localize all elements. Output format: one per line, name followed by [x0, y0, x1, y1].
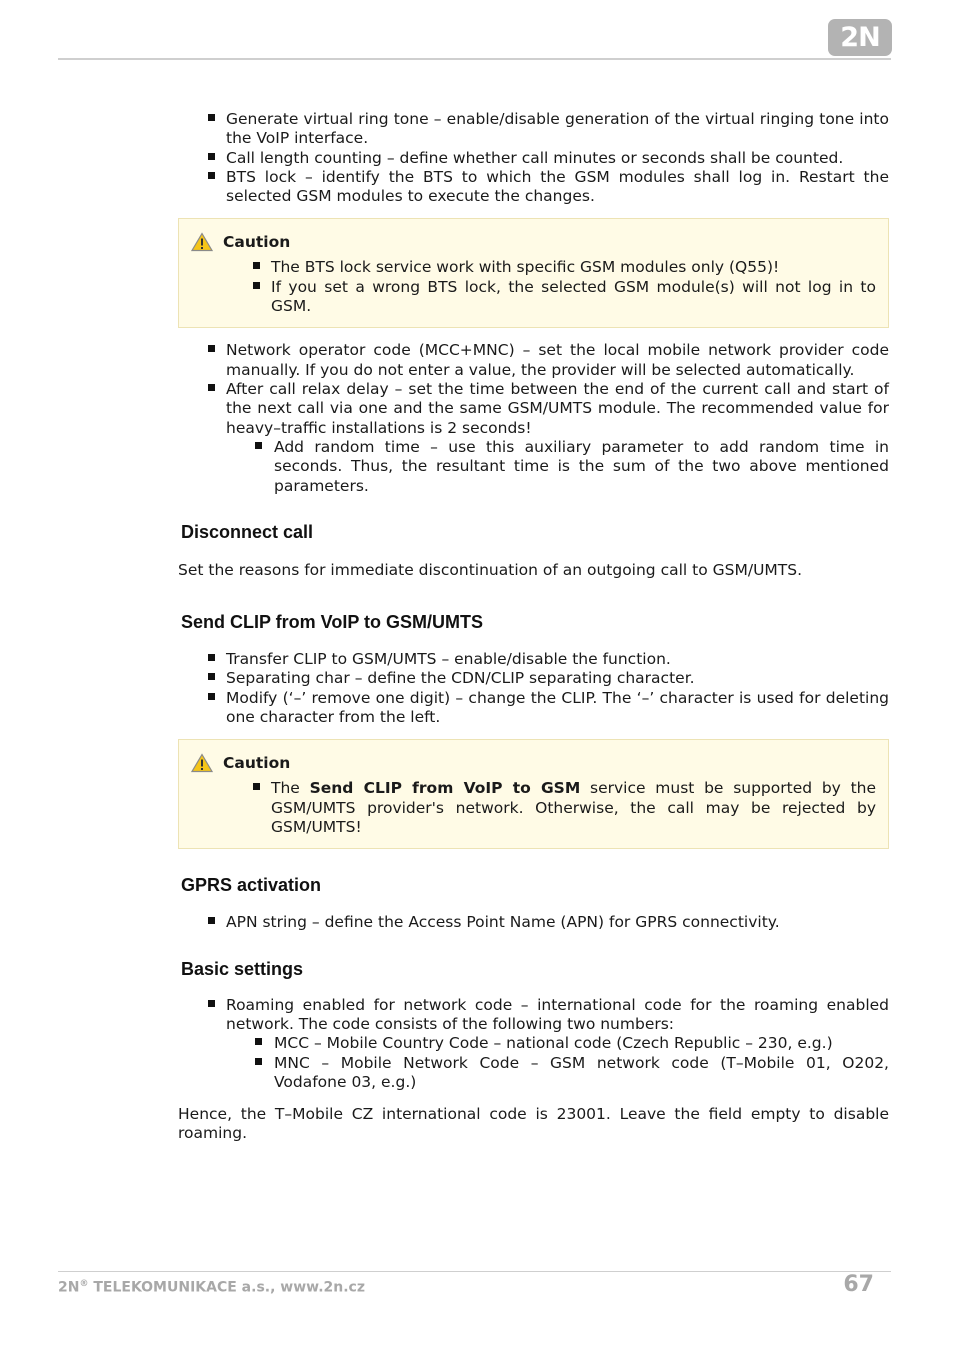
gprs-settings-list — [178, 913, 889, 932]
settings-list-mid-sub-wrap — [178, 438, 889, 496]
warning-icon — [191, 753, 213, 773]
footer-company — [58, 1279, 365, 1296]
brand-logo-text: 2N — [840, 22, 880, 53]
list-item: Network operator code (MCC+MNC) – set the local mobile network provider code manually. If you do not enter a value, the provider will be selected automatically. — [226, 341, 889, 379]
sub-list — [226, 438, 889, 496]
settings-list-top — [178, 110, 889, 206]
caution-title: Caution — [223, 232, 291, 251]
caution-list — [191, 779, 876, 837]
basic-settings-list — [178, 996, 889, 1035]
caution-box-bts — [178, 218, 889, 328]
brand-logo — [828, 19, 892, 56]
list-item: Roaming enabled for network code – international code for the roaming enabled network. The code consists of the following two numbers: — [226, 995, 889, 1033]
sub-list — [226, 1034, 889, 1092]
list-item: Modify (‘–’ remove one digit) – change the CLIP. The ‘–’ character is used for deleting one character from the left. — [226, 688, 889, 727]
list-item: Transfer CLIP to GSM/UMTS – enable/disable the function. — [226, 650, 889, 669]
list-item: BTS lock – identify the BTS to which the GSM modules shall log in. Restart the selected GSM modules to execute the changes. — [226, 167, 889, 206]
list-item: Add random time – use this auxiliary parameter to add random time in seconds. Thus, the resultant time is the sum of the two above mentioned parameters. — [274, 437, 889, 495]
sub-list-wrapper — [226, 1034, 889, 1092]
caution-list — [191, 258, 876, 316]
heading-disconnect-call: Disconnect call — [181, 521, 314, 542]
footer-company-prefix: 2N — [58, 1279, 80, 1296]
caution-title: Caution — [223, 753, 291, 772]
heading-basic-settings: Basic settings — [181, 958, 304, 979]
heading-gprs-activation: GPRS activation — [181, 875, 322, 896]
settings-list-mid — [178, 341, 889, 437]
page-number: 67 — [843, 1272, 874, 1297]
list-item: MCC – Mobile Country Code – national code (Czech Republic – 230, e.g.) — [274, 1034, 889, 1053]
footer-divider — [58, 1271, 891, 1272]
heading-send-clip: Send CLIP from VoIP to GSM/UMTS — [181, 612, 484, 633]
caution-header — [191, 753, 876, 773]
list-item: The BTS lock service work with specific GSM modules only (Q55)! — [271, 258, 876, 277]
list-item — [271, 779, 876, 837]
caution-text-bold: Send CLIP from VoIP to GSM — [309, 779, 581, 798]
list-item: MNC – Mobile Network Code – GSM network code (T–Mobile 01, O202, Vodafone 03, e.g.) — [274, 1053, 889, 1091]
header-divider — [58, 58, 891, 60]
list-item: After call relax delay – set the time between the end of the current call and start of the next call via one and the same GSM/UMTS module. The recommended value for heavy–traffic installations is 2 seconds! — [226, 380, 889, 437]
footer-company-rest: TELEKOMUNIKACE a.s., www.2n.cz — [88, 1279, 365, 1296]
list-item: Call length counting – define whether call minutes or seconds shall be counted. — [226, 149, 889, 168]
registered-mark: ® — [79, 1279, 89, 1289]
disconnect-description: Set the reasons for immediate discontinuation of an outgoing call to GSM/UMTS. — [178, 560, 803, 579]
list-item: APN string – define the Access Point Name (APN) for GPRS connectivity. — [226, 913, 889, 932]
clip-settings-list — [178, 650, 889, 727]
caution-header — [191, 232, 876, 252]
list-item: If you set a wrong BTS lock, the selected GSM module(s) will not log in to GSM. — [271, 277, 876, 316]
basic-settings-sub-wrap — [178, 1034, 889, 1092]
caution-text-post: service must be supported by the GSM/UMTS provider's network. Otherwise, the call may be rejected by GSM/UMTS! — [271, 779, 877, 836]
list-item: Generate virtual ring tone – enable/disable generation of the virtual ringing tone into the VoIP interface. — [226, 110, 889, 148]
warning-icon — [191, 232, 213, 252]
caution-text-pre: The — [271, 779, 310, 798]
list-item: Separating char – define the CDN/CLIP separating character. — [226, 669, 889, 688]
sub-list-wrapper — [226, 438, 889, 496]
caution-box-clip — [178, 739, 889, 849]
page-content — [178, 110, 889, 1144]
roaming-closing-text: Hence, the T–Mobile CZ international code is 23001. Leave the field empty to disable roaming. — [178, 1105, 889, 1143]
